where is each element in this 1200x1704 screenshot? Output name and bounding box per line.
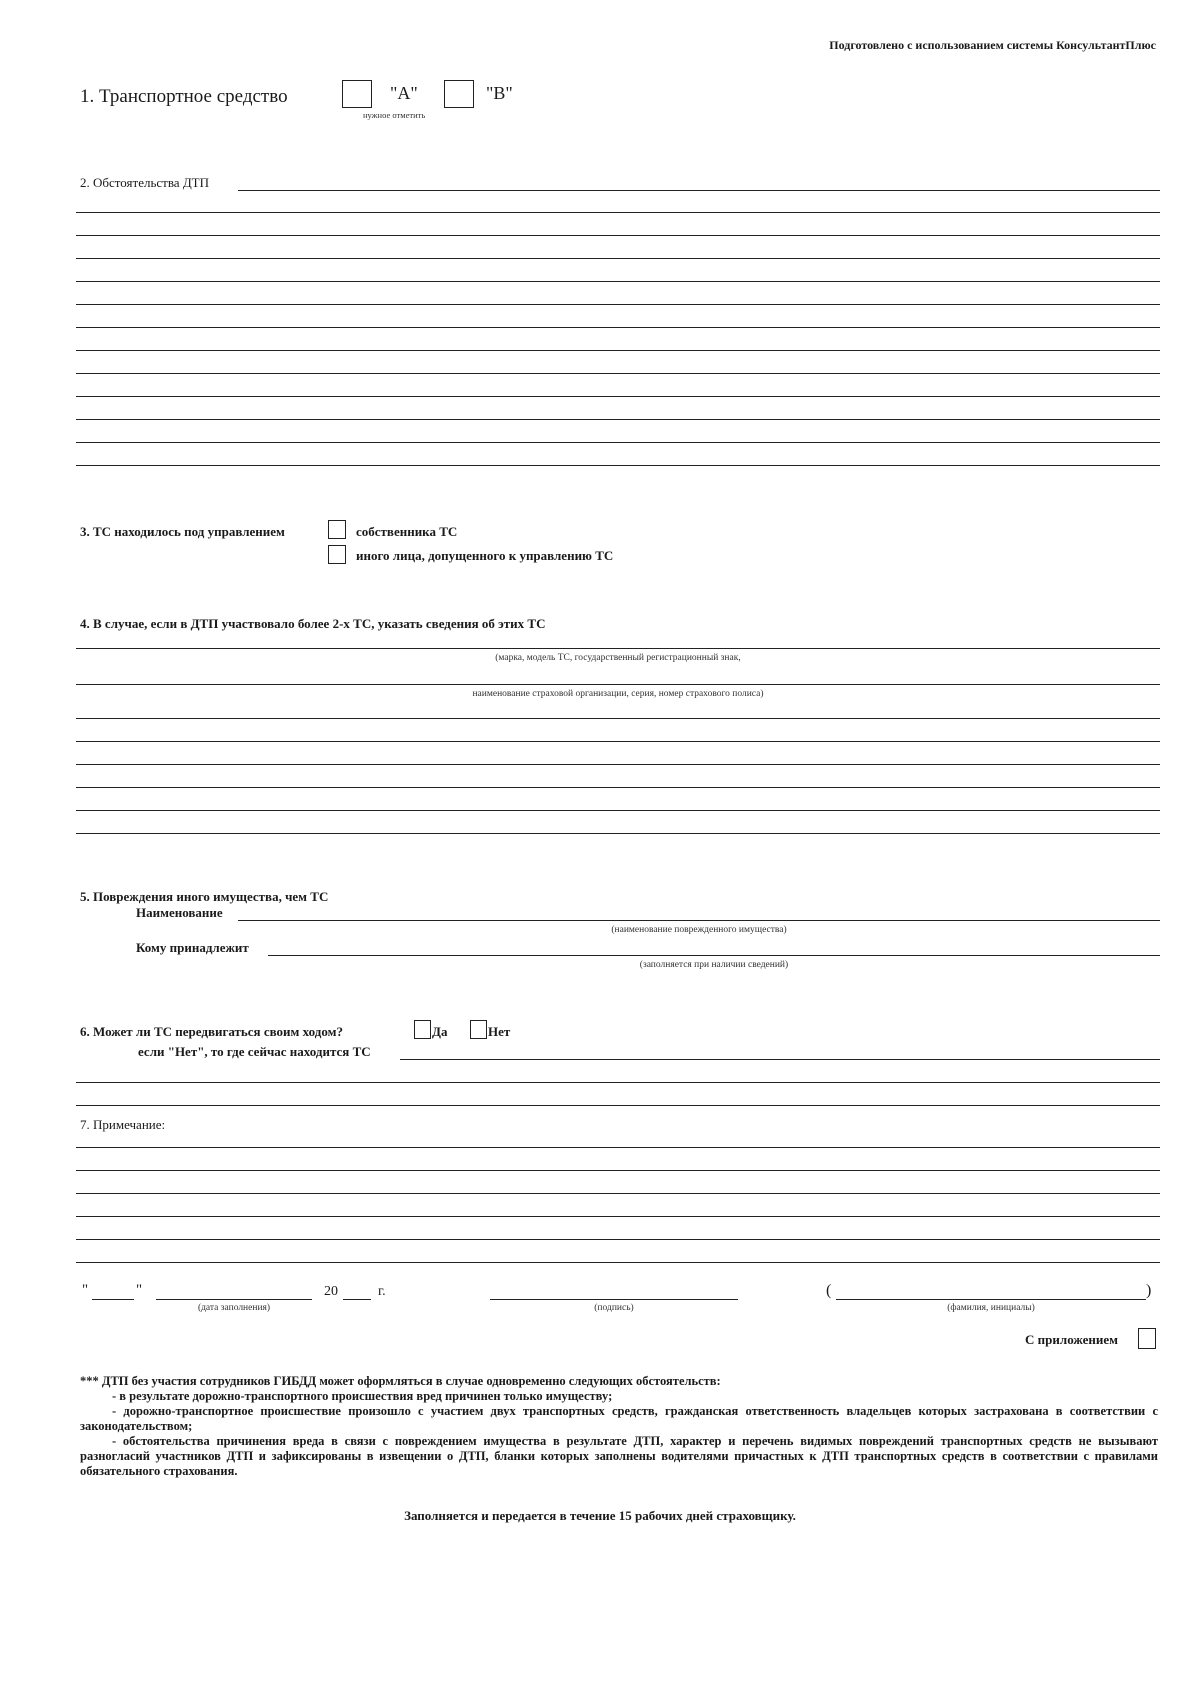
circumstances-line[interactable]: [238, 190, 1160, 191]
circumstances-line[interactable]: [76, 281, 1160, 282]
name-close-paren: ): [1146, 1282, 1152, 1299]
other-vehicles-line[interactable]: [76, 810, 1160, 811]
owner-driver-checkbox[interactable]: [328, 520, 346, 539]
other-vehicles-line[interactable]: [76, 648, 1160, 649]
current-location-line[interactable]: [76, 1082, 1160, 1083]
notes-item-1: - в результате дорожно-транспортного происшествия вред причинен только имуществу;: [112, 1389, 613, 1403]
section-3-label: 3. ТС находилось под управлением: [80, 524, 285, 539]
name-line[interactable]: [836, 1299, 1146, 1300]
other-vehicles-caption-2: наименование страховой организации, серия, номер страхового полиса): [472, 689, 764, 699]
notes-line[interactable]: [76, 1170, 1160, 1171]
property-owner-line[interactable]: [268, 955, 1160, 956]
notes-line[interactable]: [76, 1216, 1160, 1217]
section-5-label: 5. Повреждения иного имущества, чем ТС: [80, 889, 329, 904]
signature-caption: (подпись): [594, 1303, 634, 1313]
date-month-line[interactable]: [156, 1299, 312, 1300]
other-vehicles-line[interactable]: [76, 741, 1160, 742]
other-vehicles-caption-1: (марка, модель ТС, государственный регистрационный знак,: [495, 653, 741, 663]
circumstances-line[interactable]: [76, 235, 1160, 236]
signature-line[interactable]: [490, 1299, 738, 1300]
section-6-label: 6. Может ли ТС передвигаться своим ходом?: [80, 1024, 343, 1039]
date-day-line[interactable]: [92, 1299, 134, 1300]
other-vehicles-line[interactable]: [76, 787, 1160, 788]
property-name-line[interactable]: [238, 920, 1160, 921]
vehicle-a-checkbox[interactable]: [342, 80, 372, 108]
other-vehicles-line[interactable]: [76, 718, 1160, 719]
circumstances-line[interactable]: [76, 304, 1160, 305]
property-owner-label: Кому принадлежит: [136, 940, 249, 955]
notes-block: [80, 1374, 1158, 1479]
notes-item-2: - дорожно-транспортное происшествие произошло с участием двух транспортных средств, гражданская ответственность владельцев которых застрахована в соответствии с законодательством;: [80, 1404, 1158, 1433]
circumstances-line[interactable]: [76, 442, 1160, 443]
property-name-caption: (наименование поврежденного имущества): [611, 925, 787, 935]
year-suffix: г.: [378, 1284, 386, 1299]
notes-intro: *** ДТП без участия сотрудников ГИБДД может оформляться в случае одновременно следующих обстоятельств:: [80, 1374, 721, 1388]
can-move-yes-checkbox[interactable]: [414, 1020, 431, 1039]
section-7-label: 7. Примечание:: [80, 1117, 166, 1132]
attachment-checkbox[interactable]: [1138, 1328, 1156, 1349]
circumstances-line[interactable]: [76, 419, 1160, 420]
section-2-label: 2. Обстоятельства ДТП: [80, 175, 210, 190]
year-prefix: 20: [324, 1284, 338, 1299]
other-vehicles-line[interactable]: [76, 684, 1160, 685]
submission-footer: Заполняется и передается в течение 15 рабочих дней страховщику.: [404, 1508, 796, 1523]
notes-line[interactable]: [76, 1147, 1160, 1148]
name-open-paren: (: [826, 1282, 832, 1299]
circumstances-line[interactable]: [76, 327, 1160, 328]
owner-driver-label: собственника ТС: [356, 524, 458, 539]
current-location-line[interactable]: [400, 1059, 1160, 1060]
other-driver-checkbox[interactable]: [328, 545, 346, 564]
circumstances-line[interactable]: [76, 373, 1160, 374]
circumstances-line[interactable]: [76, 350, 1160, 351]
notes-line[interactable]: [76, 1262, 1160, 1263]
other-driver-label: иного лица, допущенного к управлению ТС: [356, 548, 614, 563]
notes-line[interactable]: [76, 1193, 1160, 1194]
property-owner-caption: (заполняется при наличии сведений): [639, 960, 789, 970]
vehicle-a-label: "А": [390, 83, 418, 103]
name-caption: (фамилия, инициалы): [947, 1303, 1035, 1313]
notes-line[interactable]: [76, 1239, 1160, 1240]
property-name-label: Наименование: [136, 905, 223, 920]
circumstances-line[interactable]: [76, 212, 1160, 213]
other-vehicles-line[interactable]: [76, 833, 1160, 834]
circumstances-line[interactable]: [76, 258, 1160, 259]
circumstances-line[interactable]: [76, 465, 1160, 466]
date-open-quote: ": [82, 1282, 89, 1298]
date-year-line[interactable]: [343, 1299, 371, 1300]
current-location-line[interactable]: [76, 1105, 1160, 1106]
other-vehicles-line[interactable]: [76, 764, 1160, 765]
vehicle-b-checkbox[interactable]: [444, 80, 474, 108]
can-move-no-checkbox[interactable]: [470, 1020, 487, 1039]
section-4-label: 4. В случае, если в ДТП участвовало более 2-х ТС, указать сведения об этих ТС: [80, 616, 546, 631]
vehicle-hint: нужное отметить: [363, 110, 426, 120]
can-move-yes-label: Да: [432, 1024, 448, 1039]
date-close-quote: ": [136, 1282, 143, 1298]
can-move-no-label: Нет: [488, 1024, 511, 1039]
prepared-by-note: Подготовлено с использованием системы КонсультантПлюс: [829, 38, 1156, 52]
date-caption: (дата заполнения): [197, 1303, 271, 1313]
section-1-label: 1. Транспортное средство: [80, 86, 288, 107]
vehicle-b-label: "В": [486, 83, 513, 103]
circumstances-line[interactable]: [76, 396, 1160, 397]
notes-item-3: - обстоятельства причинения вреда в связи с повреждением имущества в результате ДТП, характер и перечень видимых повреждений транспортных средств не вызывают разногласий участников ДТП и зафиксированы в извещении о ДТП, бланки которых заполнены водителями причастных к ДТП транспортных средств в соответствии с правилами обязательного страхования.: [80, 1434, 1158, 1478]
attachment-label: С приложением: [1025, 1332, 1118, 1347]
current-location-label: если "Нет", то где сейчас находится ТС: [138, 1044, 371, 1059]
